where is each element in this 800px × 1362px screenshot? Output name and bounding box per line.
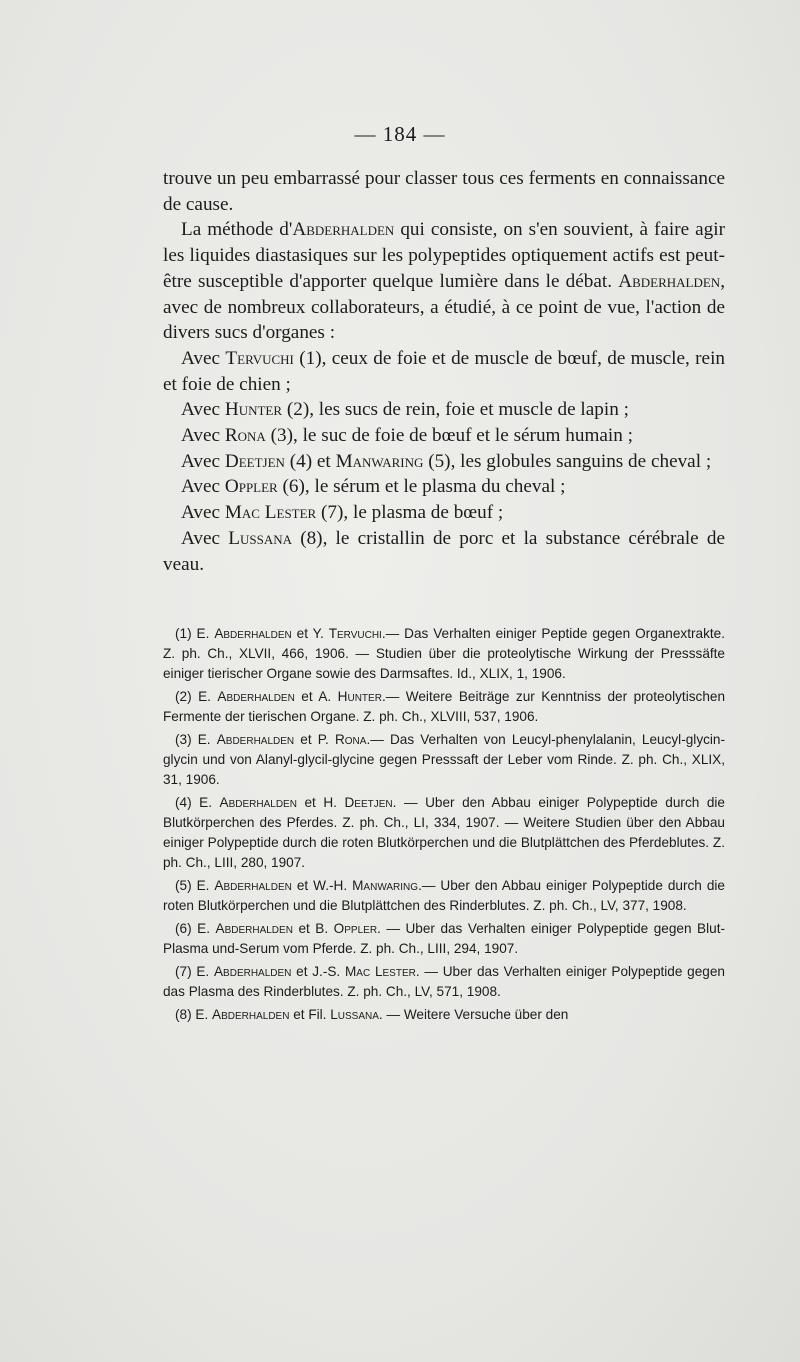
author-name: Lussana bbox=[228, 527, 292, 549]
footnote: (8) E. Abderhalden et Fil. Lussana. — Weitere Versuche über den bbox=[175, 1007, 569, 1022]
footnote: (7) E. Abderhalden et J.-S. Mac Lester. — Uber das Verhalten einiger Polypeptide gegen das Plasma des Rinderblutes. Z. ph. Ch., LV, 571, 1908. bbox=[163, 964, 725, 999]
footnote: (3) E. Abderhalden et P. Rona.— Das Verhalten von Leucyl-phenylalanin, Leucyl-glycin-glycin und von Alanyl-glycil-glycine gegen Presssaft der Leber vom Rinde. Z. ph. Ch., XLIX, 31, 1906. bbox=[163, 732, 726, 787]
list-item: Avec Deetjen (4) et Manwaring (5), les globules sanguins de cheval ; bbox=[181, 450, 712, 472]
author-name: Abderhalden bbox=[292, 219, 395, 241]
author-name: Rona bbox=[224, 425, 266, 447]
paragraph: trouve un peu embarrassé pour classer tous ces ferments en connaissance de cause. bbox=[163, 168, 725, 215]
list-item: Avec Rona (3), le suc de foie de bœuf et le sérum humain ; bbox=[181, 425, 633, 447]
footnote: (2) E. Abderhalden et A. Hunter.— Weitere Beiträge zur Kenntniss der proteolytischen Fermente der tierischen Organe. Z. ph. Ch., XLVIII, 537, 1906. bbox=[163, 689, 726, 724]
author-name: Abderhalden bbox=[618, 270, 721, 292]
footnote: (4) E. Abderhalden et H. Deetjen. — Uber den Abbau einiger Polypeptide durch die Blutkörperchen des Pferdes. Z. ph. Ch., LI, 334, 1907. — Weitere Studien über den Abbau einiger Polypeptide durch die roten Blutkörperchen und die Blutplättchen des Pferdeblutes. Z. ph. Ch., LIII, 280, 1907. bbox=[163, 795, 725, 870]
list-item: Avec Hunter (2), les sucs de rein, foie et muscle de lapin ; bbox=[181, 399, 629, 421]
body-text bbox=[163, 166, 725, 577]
page-number: — 184 — bbox=[354, 122, 446, 146]
list-item: Avec Tervuchi (1), ceux de foie et de muscle de bœuf, de muscle, rein et foie de chien ; bbox=[163, 347, 725, 395]
footnote: (1) E. Abderhalden et Y. Tervuchi.— Das Verhalten einiger Peptide gegen Organextrakte. Z. ph. Ch., XLVII, 466, 1906. — Studien über die proteolytische Wirkung der Presssäfte einiger tierischer Organe sowie des Darmsaftes. Id., XLIX, 1, 1906. bbox=[163, 626, 726, 681]
author-name: Mac Lester bbox=[224, 502, 317, 524]
author-name: Hunter bbox=[224, 399, 283, 421]
footnote: (6) E. Abderhalden et B. Oppler. — Uber das Verhalten einiger Polypeptide gegen Blut-Plasma und-Serum vom Pferde. Z. ph. Ch., LIII, 294, 1907. bbox=[163, 921, 725, 956]
author-name: Deetjen bbox=[224, 450, 285, 472]
list-item: Avec Mac Lester (7), le plasma de bœuf ; bbox=[181, 502, 504, 524]
author-name: Manwaring bbox=[335, 450, 424, 472]
author-name: Tervuchi bbox=[225, 347, 294, 369]
footnotes bbox=[163, 624, 725, 1028]
list-item: Avec Lussana (8), le cristallin de porc et la substance cérébrale de veau. bbox=[163, 527, 726, 575]
footnote: (5) E. Abderhalden et W.-H. Manwaring.— Uber den Abbau einiger Polypeptide durch die roten Blutkörperchen und die Blutplättchen des Rinderblutes. Z. ph. Ch., LV, 377, 1908. bbox=[163, 878, 725, 913]
paragraph: La méthode d'Abderhalden qui consiste, on s'en souvient, à faire agir les liquides diastasiques sur les polypeptides optiquement actifs est peut-être susceptible d'apporter quelque lumière dans le débat. Abderhalden, avec de nombreux collaborateurs, a étudié, à ce point de vue, l'action de divers sucs d'organes : bbox=[163, 219, 725, 344]
list-item: Avec Oppler (6), le sérum et le plasma du cheval ; bbox=[181, 476, 566, 498]
author-name: Oppler bbox=[224, 476, 278, 498]
